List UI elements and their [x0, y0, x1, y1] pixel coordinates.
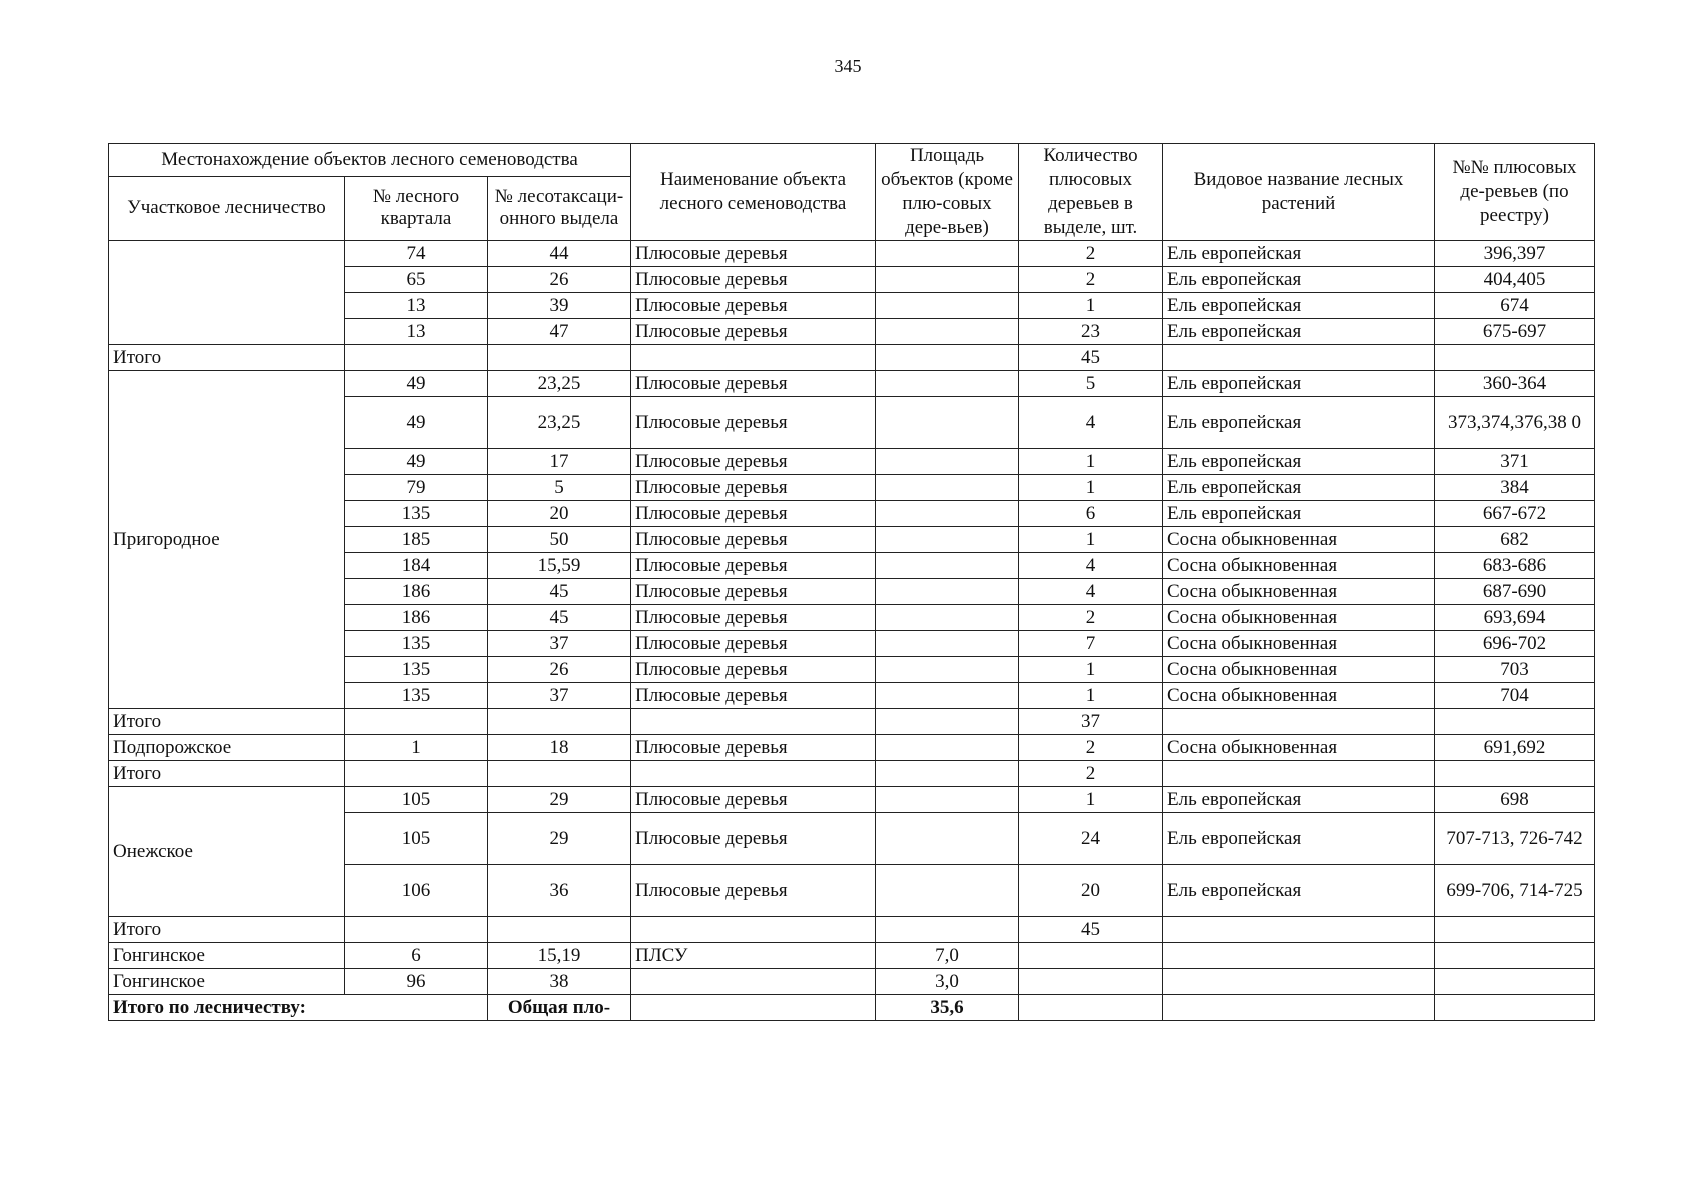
table-row [109, 241, 1595, 267]
species-cell: Сосна обыкновенная [1163, 631, 1435, 657]
area-cell [876, 787, 1019, 813]
registry-cell: 674 [1435, 293, 1595, 319]
registry-cell: 404,405 [1435, 267, 1595, 293]
object-name-cell: Плюсовые деревья [631, 267, 876, 293]
count-cell: 1 [1019, 449, 1163, 475]
area-cell [876, 657, 1019, 683]
count-cell: 1 [1019, 527, 1163, 553]
species-cell: Ель европейская [1163, 319, 1435, 345]
registry-cell: 360-364 [1435, 371, 1595, 397]
forestry-cell [109, 241, 345, 345]
quarter-cell: 96 [345, 969, 488, 995]
area-cell [876, 319, 1019, 345]
area-cell [876, 501, 1019, 527]
object-name-cell: Плюсовые деревья [631, 293, 876, 319]
quarter-cell: 186 [345, 605, 488, 631]
species-cell: Сосна обыкновенная [1163, 605, 1435, 631]
stand-cell: 44 [488, 241, 631, 267]
area-cell [876, 527, 1019, 553]
forestry-cell: Пригородное [109, 371, 345, 709]
area-cell [876, 475, 1019, 501]
stand-cell: 18 [488, 735, 631, 761]
species-cell: Ель европейская [1163, 865, 1435, 917]
registry-cell: 707-713, 726-742 [1435, 813, 1595, 865]
subtotal-row [109, 761, 1595, 787]
stand-cell: 23,25 [488, 397, 631, 449]
object-name-cell: Плюсовые деревья [631, 527, 876, 553]
area-cell [876, 683, 1019, 709]
header-area: Площадь объектов (кроме плю-совых дере-вьев) [876, 144, 1019, 241]
registry-cell: 704 [1435, 683, 1595, 709]
header-stand: № лесотаксаци-онного выдела [488, 176, 631, 240]
species-cell: Ель европейская [1163, 449, 1435, 475]
table-row [109, 787, 1595, 813]
area-cell [876, 605, 1019, 631]
stand-cell: 29 [488, 813, 631, 865]
species-cell: Ель европейская [1163, 371, 1435, 397]
header-location-group: Местонахождение объектов лесного семеноводства [109, 144, 631, 177]
forestry-cell: Гонгинское [109, 969, 345, 995]
area-cell: 7,0 [876, 943, 1019, 969]
object-name-cell: Плюсовые деревья [631, 657, 876, 683]
stand-cell: 15,19 [488, 943, 631, 969]
registry-cell: 667-672 [1435, 501, 1595, 527]
count-cell: 5 [1019, 371, 1163, 397]
count-cell: 4 [1019, 553, 1163, 579]
header-species: Видовое название лесных растений [1163, 144, 1435, 241]
registry-cell: 687-690 [1435, 579, 1595, 605]
object-name-cell: Плюсовые деревья [631, 683, 876, 709]
count-cell: 20 [1019, 865, 1163, 917]
table-row [109, 371, 1595, 397]
forestry-cell: Гонгинское [109, 943, 345, 969]
quarter-cell: 135 [345, 657, 488, 683]
area-cell [876, 865, 1019, 917]
header-tree-count: Количество плюсовых деревьев в выделе, шт. [1019, 144, 1163, 241]
stand-cell: 38 [488, 969, 631, 995]
subtotal-count: 45 [1019, 917, 1163, 943]
count-cell: 1 [1019, 657, 1163, 683]
registry-cell: 675-697 [1435, 319, 1595, 345]
area-cell [876, 293, 1019, 319]
stand-cell: 45 [488, 605, 631, 631]
stand-cell: 50 [488, 527, 631, 553]
species-cell: Ель европейская [1163, 293, 1435, 319]
total-area-value: 35,6 [876, 995, 1019, 1021]
count-cell: 6 [1019, 501, 1163, 527]
quarter-cell: 49 [345, 397, 488, 449]
stand-cell: 20 [488, 501, 631, 527]
species-cell: Ель европейская [1163, 787, 1435, 813]
quarter-cell: 49 [345, 371, 488, 397]
seed-objects-table [108, 143, 1595, 1021]
forestry-cell: Онежское [109, 787, 345, 917]
total-area-label: Общая пло- [488, 995, 631, 1021]
count-cell: 1 [1019, 475, 1163, 501]
registry-cell: 396,397 [1435, 241, 1595, 267]
area-cell [876, 371, 1019, 397]
quarter-cell: 13 [345, 293, 488, 319]
count-cell: 7 [1019, 631, 1163, 657]
quarter-cell: 49 [345, 449, 488, 475]
area-cell: 3,0 [876, 969, 1019, 995]
quarter-cell: 1 [345, 735, 488, 761]
quarter-cell: 6 [345, 943, 488, 969]
object-name-cell: Плюсовые деревья [631, 553, 876, 579]
subtotal-row [109, 917, 1595, 943]
species-cell: Ель европейская [1163, 267, 1435, 293]
stand-cell: 26 [488, 267, 631, 293]
stand-cell: 37 [488, 631, 631, 657]
registry-cell: 691,692 [1435, 735, 1595, 761]
object-name-cell: Плюсовые деревья [631, 735, 876, 761]
registry-cell: 698 [1435, 787, 1595, 813]
object-name-cell: Плюсовые деревья [631, 631, 876, 657]
area-cell [876, 813, 1019, 865]
subtotal-label: Итого [109, 761, 345, 787]
grand-total-row [109, 995, 1595, 1021]
object-name-cell: Плюсовые деревья [631, 397, 876, 449]
count-cell: 1 [1019, 683, 1163, 709]
count-cell: 1 [1019, 787, 1163, 813]
stand-cell: 5 [488, 475, 631, 501]
count-cell: 24 [1019, 813, 1163, 865]
object-name-cell: ПЛСУ [631, 943, 876, 969]
object-name-cell: Плюсовые деревья [631, 501, 876, 527]
forestry-cell: Подпорожское [109, 735, 345, 761]
stand-cell: 39 [488, 293, 631, 319]
registry-cell: 703 [1435, 657, 1595, 683]
header-forestry: Участковое лесничество [109, 176, 345, 240]
species-cell: Ель европейская [1163, 501, 1435, 527]
registry-cell: 693,694 [1435, 605, 1595, 631]
quarter-cell: 65 [345, 267, 488, 293]
object-name-cell: Плюсовые деревья [631, 813, 876, 865]
quarter-cell: 186 [345, 579, 488, 605]
quarter-cell: 135 [345, 683, 488, 709]
species-cell: Сосна обыкновенная [1163, 527, 1435, 553]
object-name-cell: Плюсовые деревья [631, 579, 876, 605]
count-cell: 2 [1019, 267, 1163, 293]
stand-cell: 37 [488, 683, 631, 709]
species-cell: Ель европейская [1163, 475, 1435, 501]
object-name-cell: Плюсовые деревья [631, 241, 876, 267]
quarter-cell: 185 [345, 527, 488, 553]
subtotal-count: 45 [1019, 345, 1163, 371]
header-object-name: Наименование объекта лесного семеноводства [631, 144, 876, 241]
object-name-cell: Плюсовые деревья [631, 605, 876, 631]
quarter-cell: 79 [345, 475, 488, 501]
table-row [109, 943, 1595, 969]
species-cell: Сосна обыкновенная [1163, 553, 1435, 579]
quarter-cell: 13 [345, 319, 488, 345]
subtotal-row [109, 709, 1595, 735]
area-cell [876, 631, 1019, 657]
registry-cell: 696-702 [1435, 631, 1595, 657]
count-cell: 4 [1019, 579, 1163, 605]
page-number: 345 [834, 56, 862, 76]
grand-total-label: Итого по лесничеству: [109, 995, 488, 1021]
object-name-cell: Плюсовые деревья [631, 449, 876, 475]
registry-cell: 683-686 [1435, 553, 1595, 579]
object-name-cell: Плюсовые деревья [631, 319, 876, 345]
stand-cell: 17 [488, 449, 631, 475]
registry-cell: 384 [1435, 475, 1595, 501]
species-cell: Сосна обыкновенная [1163, 579, 1435, 605]
object-name-cell: Плюсовые деревья [631, 787, 876, 813]
count-cell: 1 [1019, 293, 1163, 319]
object-name-cell: Плюсовые деревья [631, 371, 876, 397]
object-name-cell: Плюсовые деревья [631, 865, 876, 917]
stand-cell: 29 [488, 787, 631, 813]
registry-cell: 682 [1435, 527, 1595, 553]
registry-cell: 699-706, 714-725 [1435, 865, 1595, 917]
species-cell: Сосна обыкновенная [1163, 657, 1435, 683]
subtotal-count: 2 [1019, 761, 1163, 787]
quarter-cell: 74 [345, 241, 488, 267]
header-registry-numbers: №№ плюсовых де-ревьев (по реестру) [1435, 144, 1595, 241]
stand-cell: 36 [488, 865, 631, 917]
area-cell [876, 241, 1019, 267]
table-row [109, 969, 1595, 995]
stand-cell: 15,59 [488, 553, 631, 579]
stand-cell: 47 [488, 319, 631, 345]
quarter-cell: 135 [345, 501, 488, 527]
species-cell: Ель европейская [1163, 813, 1435, 865]
species-cell: Сосна обыкновенная [1163, 683, 1435, 709]
quarter-cell: 105 [345, 787, 488, 813]
quarter-cell: 184 [345, 553, 488, 579]
count-cell: 23 [1019, 319, 1163, 345]
count-cell: 2 [1019, 735, 1163, 761]
header-quarter: № лесного квартала [345, 176, 488, 240]
species-cell: Ель европейская [1163, 397, 1435, 449]
registry-cell: 371 [1435, 449, 1595, 475]
subtotal-label: Итого [109, 709, 345, 735]
subtotal-row [109, 345, 1595, 371]
area-cell [876, 449, 1019, 475]
subtotal-count: 37 [1019, 709, 1163, 735]
table-row [109, 735, 1595, 761]
count-cell: 4 [1019, 397, 1163, 449]
area-cell [876, 579, 1019, 605]
quarter-cell: 106 [345, 865, 488, 917]
area-cell [876, 735, 1019, 761]
quarter-cell: 135 [345, 631, 488, 657]
area-cell [876, 397, 1019, 449]
species-cell: Сосна обыкновенная [1163, 735, 1435, 761]
species-cell: Ель европейская [1163, 241, 1435, 267]
stand-cell: 45 [488, 579, 631, 605]
registry-cell: 373,374,376,38 0 [1435, 397, 1595, 449]
area-cell [876, 553, 1019, 579]
stand-cell: 26 [488, 657, 631, 683]
quarter-cell: 105 [345, 813, 488, 865]
count-cell: 2 [1019, 241, 1163, 267]
area-cell [876, 267, 1019, 293]
subtotal-label: Итого [109, 917, 345, 943]
count-cell: 2 [1019, 605, 1163, 631]
object-name-cell: Плюсовые деревья [631, 475, 876, 501]
subtotal-label: Итого [109, 345, 345, 371]
stand-cell: 23,25 [488, 371, 631, 397]
